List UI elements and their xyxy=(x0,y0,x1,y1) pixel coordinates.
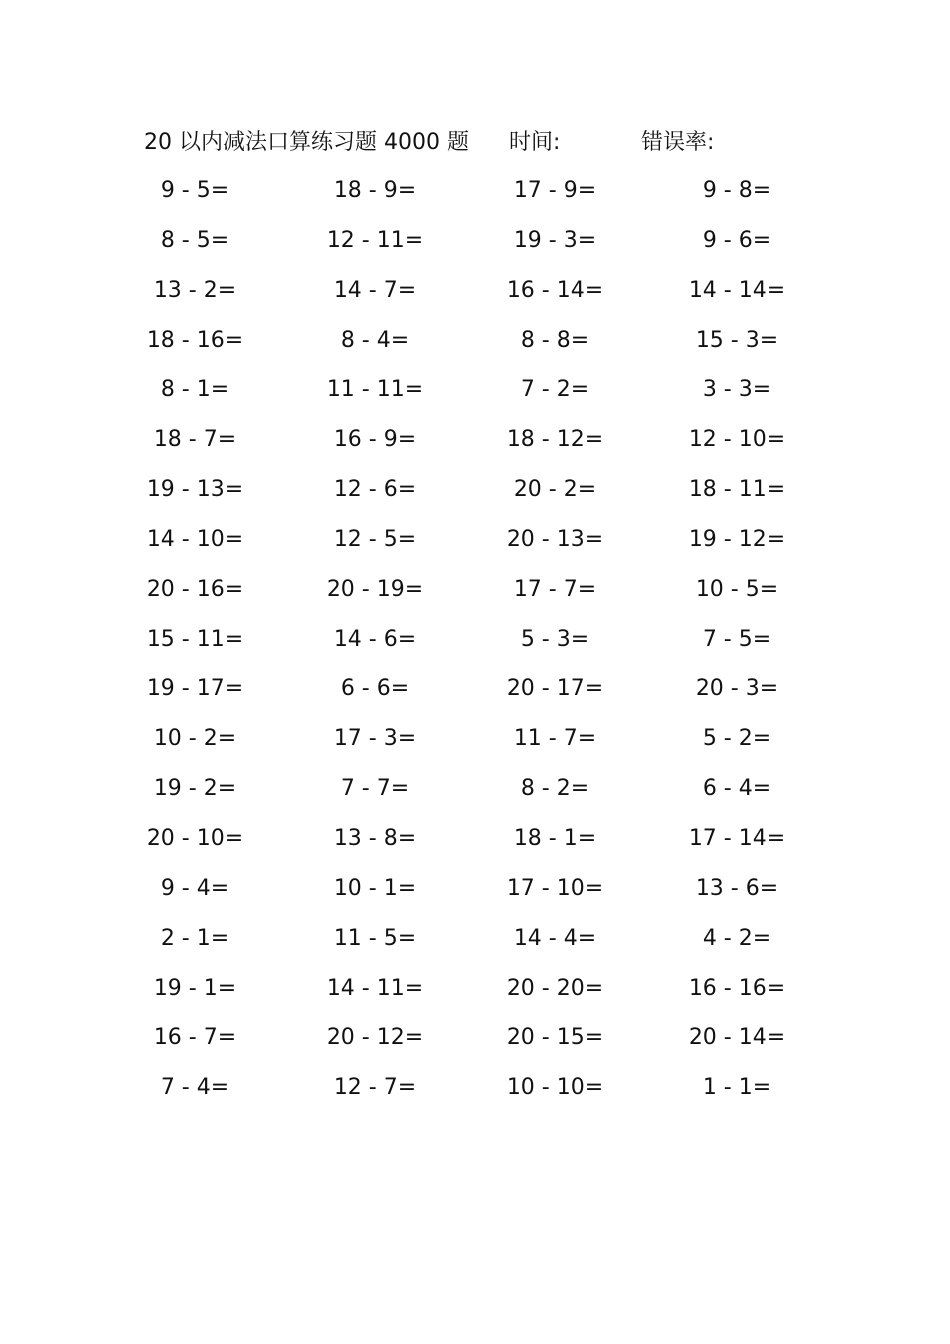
problem-item: 11 - 11= xyxy=(326,377,424,403)
problem-item: 14 - 10= xyxy=(146,526,244,552)
problem-item: 17 - 9= xyxy=(513,178,597,203)
problem-item: 17 - 14= xyxy=(688,825,786,851)
problem-item: 18 - 1= xyxy=(513,825,597,851)
problem-item: 13 - 2= xyxy=(153,277,237,303)
problem-item: 19 - 12= xyxy=(688,526,786,552)
problem-item: 19 - 2= xyxy=(153,776,237,802)
problem-item: 1 - 1= xyxy=(702,1075,772,1101)
problem-item: 18 - 12= xyxy=(506,427,604,453)
problem-item: 19 - 13= xyxy=(146,477,244,503)
problem-item: 18 - 9= xyxy=(333,178,417,203)
problem-item: 14 - 14= xyxy=(688,277,786,303)
worksheet-header xyxy=(144,126,844,160)
time-label: 时间: xyxy=(509,130,561,155)
problem-item: 20 - 19= xyxy=(326,576,424,602)
problem-item: 15 - 3= xyxy=(695,327,779,353)
problem-item: 20 - 14= xyxy=(688,1025,786,1051)
problem-item: 17 - 3= xyxy=(333,726,417,752)
problem-item: 4 - 2= xyxy=(702,925,772,951)
problem-item: 6 - 6= xyxy=(340,676,410,702)
problem-item: 20 - 20= xyxy=(506,975,604,1001)
problem-item: 10 - 1= xyxy=(333,875,417,901)
problem-item: 16 - 7= xyxy=(153,1025,237,1051)
problem-item: 14 - 11= xyxy=(326,975,424,1001)
worksheet-title: 20 以内减法口算练习题 4000 题 xyxy=(144,130,469,155)
problem-item: 13 - 6= xyxy=(695,875,779,901)
problem-item: 12 - 6= xyxy=(333,477,417,503)
problem-item: 11 - 7= xyxy=(513,726,597,752)
problem-item: 18 - 16= xyxy=(146,327,244,353)
problem-item: 18 - 7= xyxy=(153,427,237,453)
problem-item: 20 - 10= xyxy=(146,825,244,851)
problem-item: 17 - 7= xyxy=(513,576,597,602)
problem-item: 18 - 11= xyxy=(688,477,786,503)
problem-item: 11 - 5= xyxy=(333,925,417,951)
problem-item: 9 - 8= xyxy=(702,178,772,203)
problem-item: 8 - 4= xyxy=(340,327,410,353)
problem-item: 7 - 7= xyxy=(340,776,410,802)
problem-item: 20 - 13= xyxy=(506,526,604,552)
problem-item: 17 - 10= xyxy=(506,875,604,901)
problem-item: 6 - 4= xyxy=(702,776,772,802)
problem-item: 5 - 3= xyxy=(520,626,590,652)
problem-item: 20 - 2= xyxy=(513,477,597,503)
problem-item: 8 - 5= xyxy=(160,227,230,253)
problem-item: 16 - 16= xyxy=(688,975,786,1001)
problem-item: 9 - 5= xyxy=(160,178,230,203)
problem-item: 8 - 8= xyxy=(520,327,590,353)
problem-item: 8 - 2= xyxy=(520,776,590,802)
problem-item: 9 - 4= xyxy=(160,875,230,901)
problem-item: 20 - 16= xyxy=(146,576,244,602)
problem-item: 19 - 3= xyxy=(513,227,597,253)
problem-item: 14 - 7= xyxy=(333,277,417,303)
problem-item: 12 - 7= xyxy=(333,1075,417,1101)
problem-item: 14 - 6= xyxy=(333,626,417,652)
problem-item: 20 - 3= xyxy=(695,676,779,702)
problem-item: 3 - 3= xyxy=(702,377,772,403)
problem-item: 2 - 1= xyxy=(160,925,230,951)
problem-item: 12 - 10= xyxy=(688,427,786,453)
problem-item: 8 - 1= xyxy=(160,377,230,403)
error-rate-label: 错误率: xyxy=(641,130,715,155)
problem-item: 9 - 6= xyxy=(702,227,772,253)
problem-item: 15 - 11= xyxy=(146,626,244,652)
problem-item: 5 - 2= xyxy=(702,726,772,752)
problem-item: 12 - 11= xyxy=(326,227,424,253)
problem-item: 7 - 5= xyxy=(702,626,772,652)
problem-item: 10 - 5= xyxy=(695,576,779,602)
problem-item: 20 - 17= xyxy=(506,676,604,702)
problem-item: 16 - 14= xyxy=(506,277,604,303)
problem-item: 10 - 2= xyxy=(153,726,237,752)
problem-item: 10 - 10= xyxy=(506,1075,604,1101)
problem-item: 12 - 5= xyxy=(333,526,417,552)
problem-item: 7 - 2= xyxy=(520,377,590,403)
problem-item: 14 - 4= xyxy=(513,925,597,951)
problem-item: 13 - 8= xyxy=(333,825,417,851)
problem-item: 16 - 9= xyxy=(333,427,417,453)
problem-item: 19 - 1= xyxy=(153,975,237,1001)
problem-item: 20 - 12= xyxy=(326,1025,424,1051)
problem-item: 19 - 17= xyxy=(146,676,244,702)
problem-item: 7 - 4= xyxy=(160,1075,230,1101)
problem-item: 20 - 15= xyxy=(506,1025,604,1051)
